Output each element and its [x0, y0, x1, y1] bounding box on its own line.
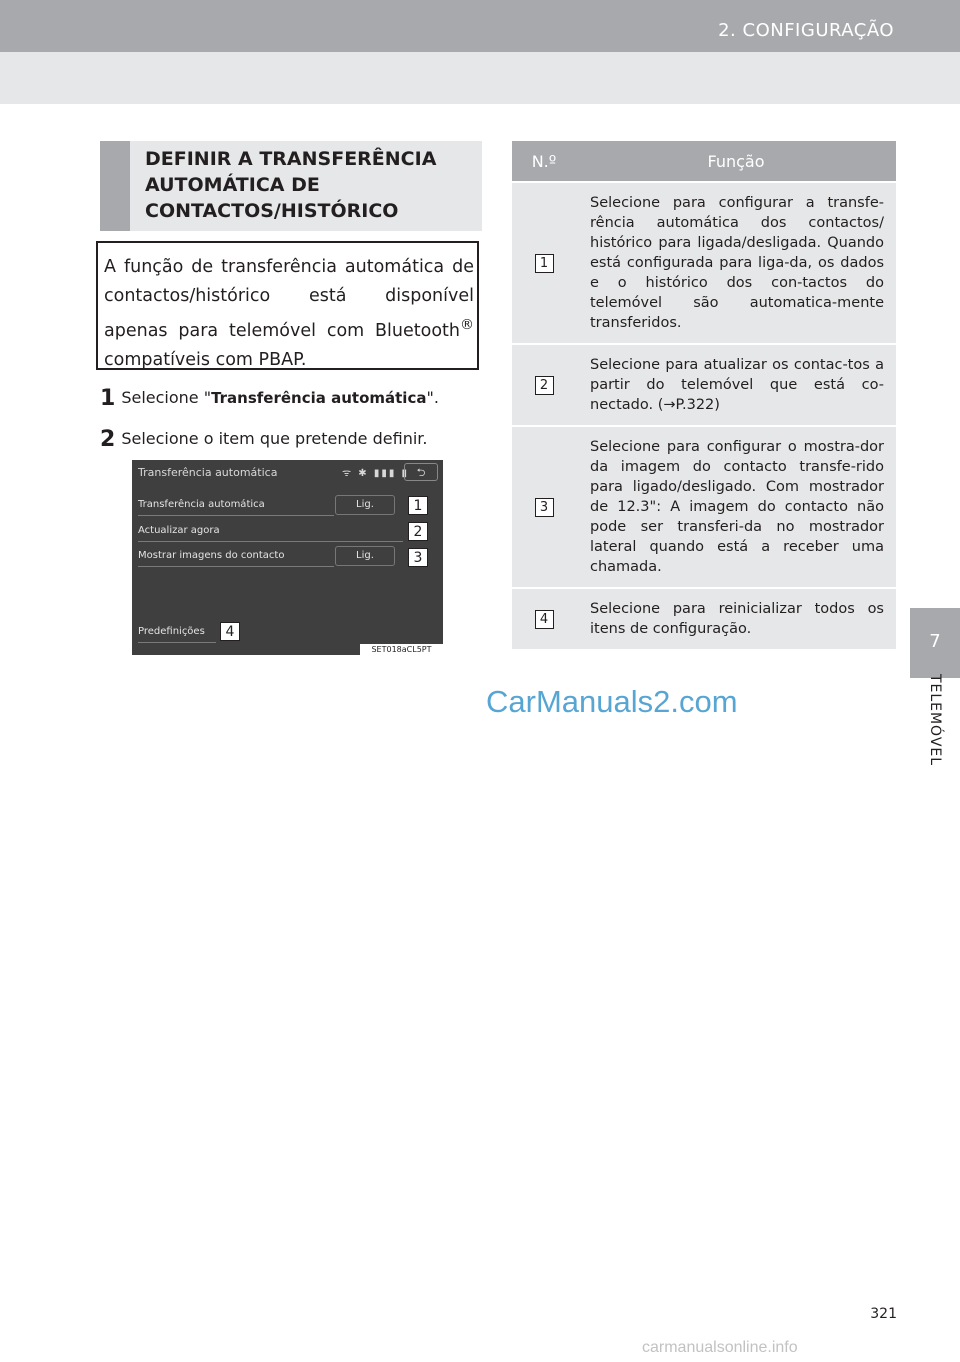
page-number: 321	[870, 1306, 897, 1322]
step-suffix: ".	[426, 388, 439, 407]
callout-2: 2	[408, 522, 428, 541]
row-description: Selecione para configurar o mostra-dor da imagem do contacto transfe-rido para ligado/desligado. Com mostrador de 12.3": A imagem do contacto não pode ser transferi-da no mostrador lateral quando está a receber uma chamada.	[576, 426, 896, 588]
step-2	[100, 427, 427, 452]
auto-transfer-value[interactable]: Lig.	[335, 495, 395, 515]
row-number-cell	[512, 182, 576, 344]
side-tab-label: TELEMÓVEL	[927, 673, 943, 767]
step-bold: Transferência automática	[211, 389, 427, 407]
row-number: 3	[535, 498, 554, 517]
row-description: Selecione para configurar a transfe-rência automática dos contactos/ histórico para ligada/desligada. Quando está configurada para liga-da, os dados e o histórico dos con-tactos do telemóvel são automatica-mente transferidos.	[576, 182, 896, 344]
table-row	[512, 426, 896, 588]
callout-1: 1	[408, 496, 428, 515]
header-function: Função	[576, 141, 896, 182]
side-tab-number: 7	[910, 608, 960, 678]
step-number: 2	[100, 427, 116, 452]
watermark-logo: CarManuals2.com	[486, 684, 738, 719]
table-row	[512, 182, 896, 344]
row-description: Selecione para reinicializar todos os itens de configuração.	[576, 588, 896, 649]
image-code: SET018aCL5PT	[360, 644, 443, 655]
step-1	[100, 386, 439, 411]
row-description: Selecione para atualizar os contac-tos a partir do telemóvel que está co-nectado. (→P.322)	[576, 344, 896, 426]
defaults-row[interactable]: Predefinições	[138, 622, 216, 643]
table-header-row	[512, 141, 896, 182]
row-number: 1	[535, 254, 554, 273]
step-prefix: Selecione "	[121, 388, 212, 407]
show-contact-images-row[interactable]: Mostrar imagens do contacto	[138, 546, 334, 567]
note-text	[104, 253, 474, 375]
step-number: 1	[100, 386, 116, 411]
callout-4: 4	[220, 622, 240, 641]
row-number: 4	[535, 610, 554, 629]
auto-transfer-row[interactable]: Transferência automática	[138, 495, 334, 516]
footer-watermark: carmanualsonline.info	[642, 1339, 798, 1356]
header-band	[0, 52, 960, 104]
note-text-after: compatíveis com PBAP.	[104, 349, 307, 370]
status-icons: ᯤ ✱ ▮▮▮ ▮	[342, 468, 410, 479]
row-number-cell	[512, 344, 576, 426]
chapter-section-title: 2. CONFIGURAÇÃO	[718, 20, 894, 41]
note-text-main: A função de transferência automática de contactos/histórico está disponível apenas para telemóvel com Bluetooth	[104, 257, 474, 341]
section-title-accent	[100, 141, 130, 231]
section-title: DEFINIR A TRANSFERÊNCIA AUTOMÁTICA DE CONTACTOS/HISTÓRICO	[145, 148, 437, 222]
table-row	[512, 588, 896, 649]
step-text: Selecione o item que pretende definir.	[121, 429, 428, 448]
update-now-row[interactable]: Actualizar agora	[138, 521, 403, 542]
row-number-cell	[512, 588, 576, 649]
header-no: N.º	[512, 141, 576, 182]
row-number: 2	[535, 376, 554, 395]
show-contact-images-value[interactable]: Lig.	[335, 546, 395, 566]
callout-3: 3	[408, 548, 428, 567]
registered-mark: ®	[460, 317, 474, 333]
settings-screenshot	[132, 460, 443, 655]
function-table	[512, 141, 896, 649]
screenshot-title: Transferência automática	[138, 466, 278, 479]
back-icon[interactable]: ⮌	[404, 463, 438, 481]
row-number-cell	[512, 426, 576, 588]
table-row	[512, 344, 896, 426]
